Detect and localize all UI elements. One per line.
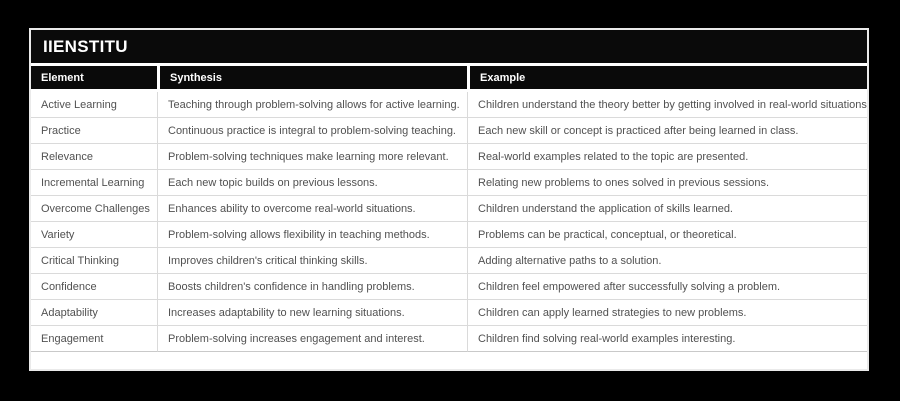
card-title-bar [31, 30, 867, 63]
table-row [31, 326, 867, 352]
table-row [31, 144, 867, 170]
cell-synthesis: Teaching through problem-solving allows for active learning. [157, 92, 467, 118]
cell-element: Adaptability [31, 300, 157, 326]
cell-example: Relating new problems to ones solved in previous sessions. [467, 170, 867, 196]
cell-element: Confidence [31, 274, 157, 300]
cell-synthesis: Improves children's critical thinking skills. [157, 248, 467, 274]
content-table [31, 66, 867, 352]
cell-example: Children can apply learned strategies to new problems. [467, 300, 867, 326]
cell-example: Real-world examples related to the topic are presented. [467, 144, 867, 170]
cell-example: Children understand the theory better by getting involved in real-world situations [467, 92, 867, 118]
table-row [31, 274, 867, 300]
cell-synthesis: Problem-solving techniques make learning more relevant. [157, 144, 467, 170]
cell-synthesis: Enhances ability to overcome real-world situations. [157, 196, 467, 222]
table-card [29, 28, 869, 371]
cell-element: Relevance [31, 144, 157, 170]
cell-synthesis: Problem-solving increases engagement and interest. [157, 326, 467, 352]
cell-element: Engagement [31, 326, 157, 352]
column-header-synthesis: Synthesis [157, 66, 467, 92]
cell-element: Active Learning [31, 92, 157, 118]
cell-example: Each new skill or concept is practiced after being learned in class. [467, 118, 867, 144]
cell-example: Children feel empowered after successfully solving a problem. [467, 274, 867, 300]
brand-title: IIENSTITU [43, 36, 128, 56]
cell-element: Incremental Learning [31, 170, 157, 196]
table-header-row [31, 66, 867, 92]
cell-element: Critical Thinking [31, 248, 157, 274]
column-header-element: Element [31, 66, 157, 92]
cell-element: Overcome Challenges [31, 196, 157, 222]
cell-synthesis: Boosts children's confidence in handling problems. [157, 274, 467, 300]
table-row [31, 300, 867, 326]
cell-element: Variety [31, 222, 157, 248]
cell-synthesis: Problem-solving allows flexibility in teaching methods. [157, 222, 467, 248]
cell-example: Adding alternative paths to a solution. [467, 248, 867, 274]
cell-example: Problems can be practical, conceptual, or theoretical. [467, 222, 867, 248]
cell-element: Practice [31, 118, 157, 144]
table-row [31, 118, 867, 144]
cell-synthesis: Increases adaptability to new learning situations. [157, 300, 467, 326]
cell-synthesis: Continuous practice is integral to problem-solving teaching. [157, 118, 467, 144]
column-header-example: Example [467, 66, 867, 92]
cell-synthesis: Each new topic builds on previous lessons. [157, 170, 467, 196]
table-row [31, 196, 867, 222]
table-row [31, 222, 867, 248]
table-row [31, 170, 867, 196]
cell-example: Children find solving real-world examples interesting. [467, 326, 867, 352]
cell-example: Children understand the application of skills learned. [467, 196, 867, 222]
table-row [31, 248, 867, 274]
table-row [31, 92, 867, 118]
